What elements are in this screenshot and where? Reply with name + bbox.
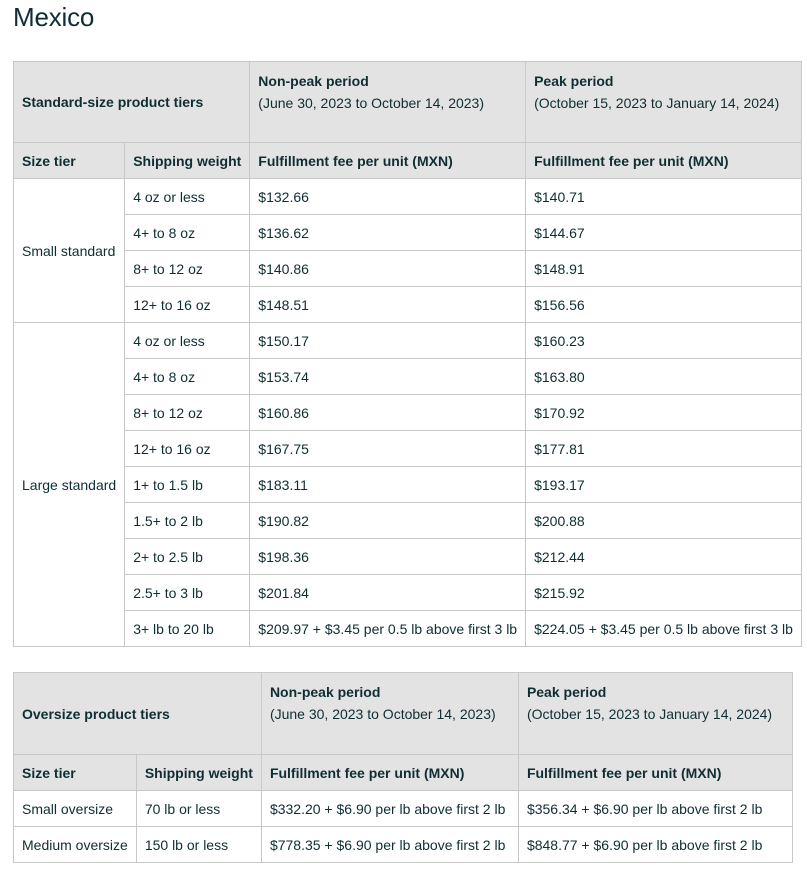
non-peak-fee-cell: $153.74 bbox=[250, 359, 526, 395]
table-row bbox=[14, 791, 793, 827]
size-tier-cell: Medium oversize bbox=[14, 827, 137, 863]
table-row bbox=[14, 215, 802, 251]
non-peak-period-header bbox=[261, 673, 518, 755]
non-peak-fee-cell: $332.20 + $6.90 per lb above first 2 lb bbox=[261, 791, 518, 827]
column-header-row bbox=[14, 755, 793, 791]
column-header-shipping-weight: Shipping weight bbox=[125, 143, 250, 179]
non-peak-fee-cell: $167.75 bbox=[250, 431, 526, 467]
table-row bbox=[14, 179, 802, 215]
peak-fee-cell: $163.80 bbox=[526, 359, 802, 395]
weight-cell: 12+ to 16 oz bbox=[125, 287, 250, 323]
table-row bbox=[14, 287, 802, 323]
non-peak-fee-cell: $148.51 bbox=[250, 287, 526, 323]
weight-cell: 4+ to 8 oz bbox=[125, 359, 250, 395]
period-label: Peak period bbox=[526, 684, 607, 700]
non-peak-fee-cell: $209.97 + $3.45 per 0.5 lb above first 3 lb bbox=[250, 611, 526, 647]
table-row bbox=[14, 251, 802, 287]
table-row bbox=[14, 539, 802, 575]
peak-period-header bbox=[518, 673, 792, 755]
peak-fee-cell: $140.71 bbox=[526, 179, 802, 215]
table-row bbox=[14, 395, 802, 431]
peak-fee-cell: $215.92 bbox=[526, 575, 802, 611]
peak-fee-cell: $160.23 bbox=[526, 323, 802, 359]
weight-cell: 150 lb or less bbox=[136, 827, 261, 863]
column-header-size-tier: Size tier bbox=[14, 755, 137, 791]
column-header-size-tier: Size tier bbox=[14, 143, 125, 179]
peak-fee-cell: $177.81 bbox=[526, 431, 802, 467]
non-peak-fee-cell: $198.36 bbox=[250, 539, 526, 575]
non-peak-fee-cell: $778.35 + $6.90 per lb above first 2 lb bbox=[261, 827, 518, 863]
peak-fee-cell: $356.34 + $6.90 per lb above first 2 lb bbox=[518, 791, 792, 827]
column-header-row bbox=[14, 143, 802, 179]
non-peak-fee-cell: $160.86 bbox=[250, 395, 526, 431]
non-peak-fee-cell: $150.17 bbox=[250, 323, 526, 359]
peak-fee-cell: $170.92 bbox=[526, 395, 802, 431]
peak-fee-cell: $144.67 bbox=[526, 215, 802, 251]
standard-size-fee-table bbox=[13, 61, 802, 647]
peak-fee-cell: $200.88 bbox=[526, 503, 802, 539]
weight-cell: 4 oz or less bbox=[125, 179, 250, 215]
period-label: Non-peak period bbox=[269, 684, 381, 700]
table-row bbox=[14, 575, 802, 611]
weight-cell: 70 lb or less bbox=[136, 791, 261, 827]
non-peak-fee-cell: $190.82 bbox=[250, 503, 526, 539]
period-range: (June 30, 2023 to October 14, 2023) bbox=[269, 706, 496, 722]
column-header-shipping-weight: Shipping weight bbox=[136, 755, 261, 791]
table-row bbox=[14, 467, 802, 503]
column-header-peak-fee: Fulfillment fee per unit (MXN) bbox=[518, 755, 792, 791]
weight-cell: 1.5+ to 2 lb bbox=[125, 503, 250, 539]
size-tier-cell: Small standard bbox=[14, 179, 125, 323]
weight-cell: 8+ to 12 oz bbox=[125, 251, 250, 287]
weight-cell: 2.5+ to 3 lb bbox=[125, 575, 250, 611]
peak-fee-cell: $193.17 bbox=[526, 467, 802, 503]
weight-cell: 4 oz or less bbox=[125, 323, 250, 359]
weight-cell: 8+ to 12 oz bbox=[125, 395, 250, 431]
period-range: (October 15, 2023 to January 14, 2024) bbox=[526, 706, 773, 722]
size-tier-cell: Small oversize bbox=[14, 791, 137, 827]
weight-cell: 1+ to 1.5 lb bbox=[125, 467, 250, 503]
page-title: Mexico bbox=[13, 2, 95, 32]
oversize-fee-table bbox=[13, 672, 793, 863]
non-peak-fee-cell: $132.66 bbox=[250, 179, 526, 215]
table-row bbox=[14, 611, 802, 647]
weight-cell: 12+ to 16 oz bbox=[125, 431, 250, 467]
table-row bbox=[14, 431, 802, 467]
weight-cell: 2+ to 2.5 lb bbox=[125, 539, 250, 575]
non-peak-fee-cell: $183.11 bbox=[250, 467, 526, 503]
peak-fee-cell: $848.77 + $6.90 per lb above first 2 lb bbox=[518, 827, 792, 863]
table-row bbox=[14, 323, 802, 359]
non-peak-fee-cell: $140.86 bbox=[250, 251, 526, 287]
column-header-non-peak-fee: Fulfillment fee per unit (MXN) bbox=[261, 755, 518, 791]
column-header-peak-fee: Fulfillment fee per unit (MXN) bbox=[526, 143, 802, 179]
table-caption: Oversize product tiers bbox=[14, 673, 262, 755]
table-row bbox=[14, 503, 802, 539]
table-row bbox=[14, 359, 802, 395]
size-tier-cell: Large standard bbox=[14, 323, 125, 647]
peak-fee-cell: $148.91 bbox=[526, 251, 802, 287]
table-header-row bbox=[14, 673, 793, 755]
peak-fee-cell: $212.44 bbox=[526, 539, 802, 575]
weight-cell: 4+ to 8 oz bbox=[125, 215, 250, 251]
non-peak-fee-cell: $201.84 bbox=[250, 575, 526, 611]
weight-cell: 3+ lb to 20 lb bbox=[125, 611, 250, 647]
peak-fee-cell: $224.05 + $3.45 per 0.5 lb above first 3 lb bbox=[526, 611, 802, 647]
table-caption: Standard-size product tiers bbox=[14, 62, 250, 143]
period-range: (October 15, 2023 to January 14, 2024) bbox=[534, 95, 780, 111]
peak-period-header bbox=[526, 62, 802, 143]
peak-fee-cell: $156.56 bbox=[526, 287, 802, 323]
table-header-row bbox=[14, 62, 802, 143]
period-label: Non-peak period bbox=[258, 73, 369, 89]
table-row bbox=[14, 827, 793, 863]
non-peak-period-header bbox=[250, 62, 526, 143]
period-range: (June 30, 2023 to October 14, 2023) bbox=[258, 95, 485, 111]
non-peak-fee-cell: $136.62 bbox=[250, 215, 526, 251]
period-label: Peak period bbox=[534, 73, 614, 89]
column-header-non-peak-fee: Fulfillment fee per unit (MXN) bbox=[250, 143, 526, 179]
